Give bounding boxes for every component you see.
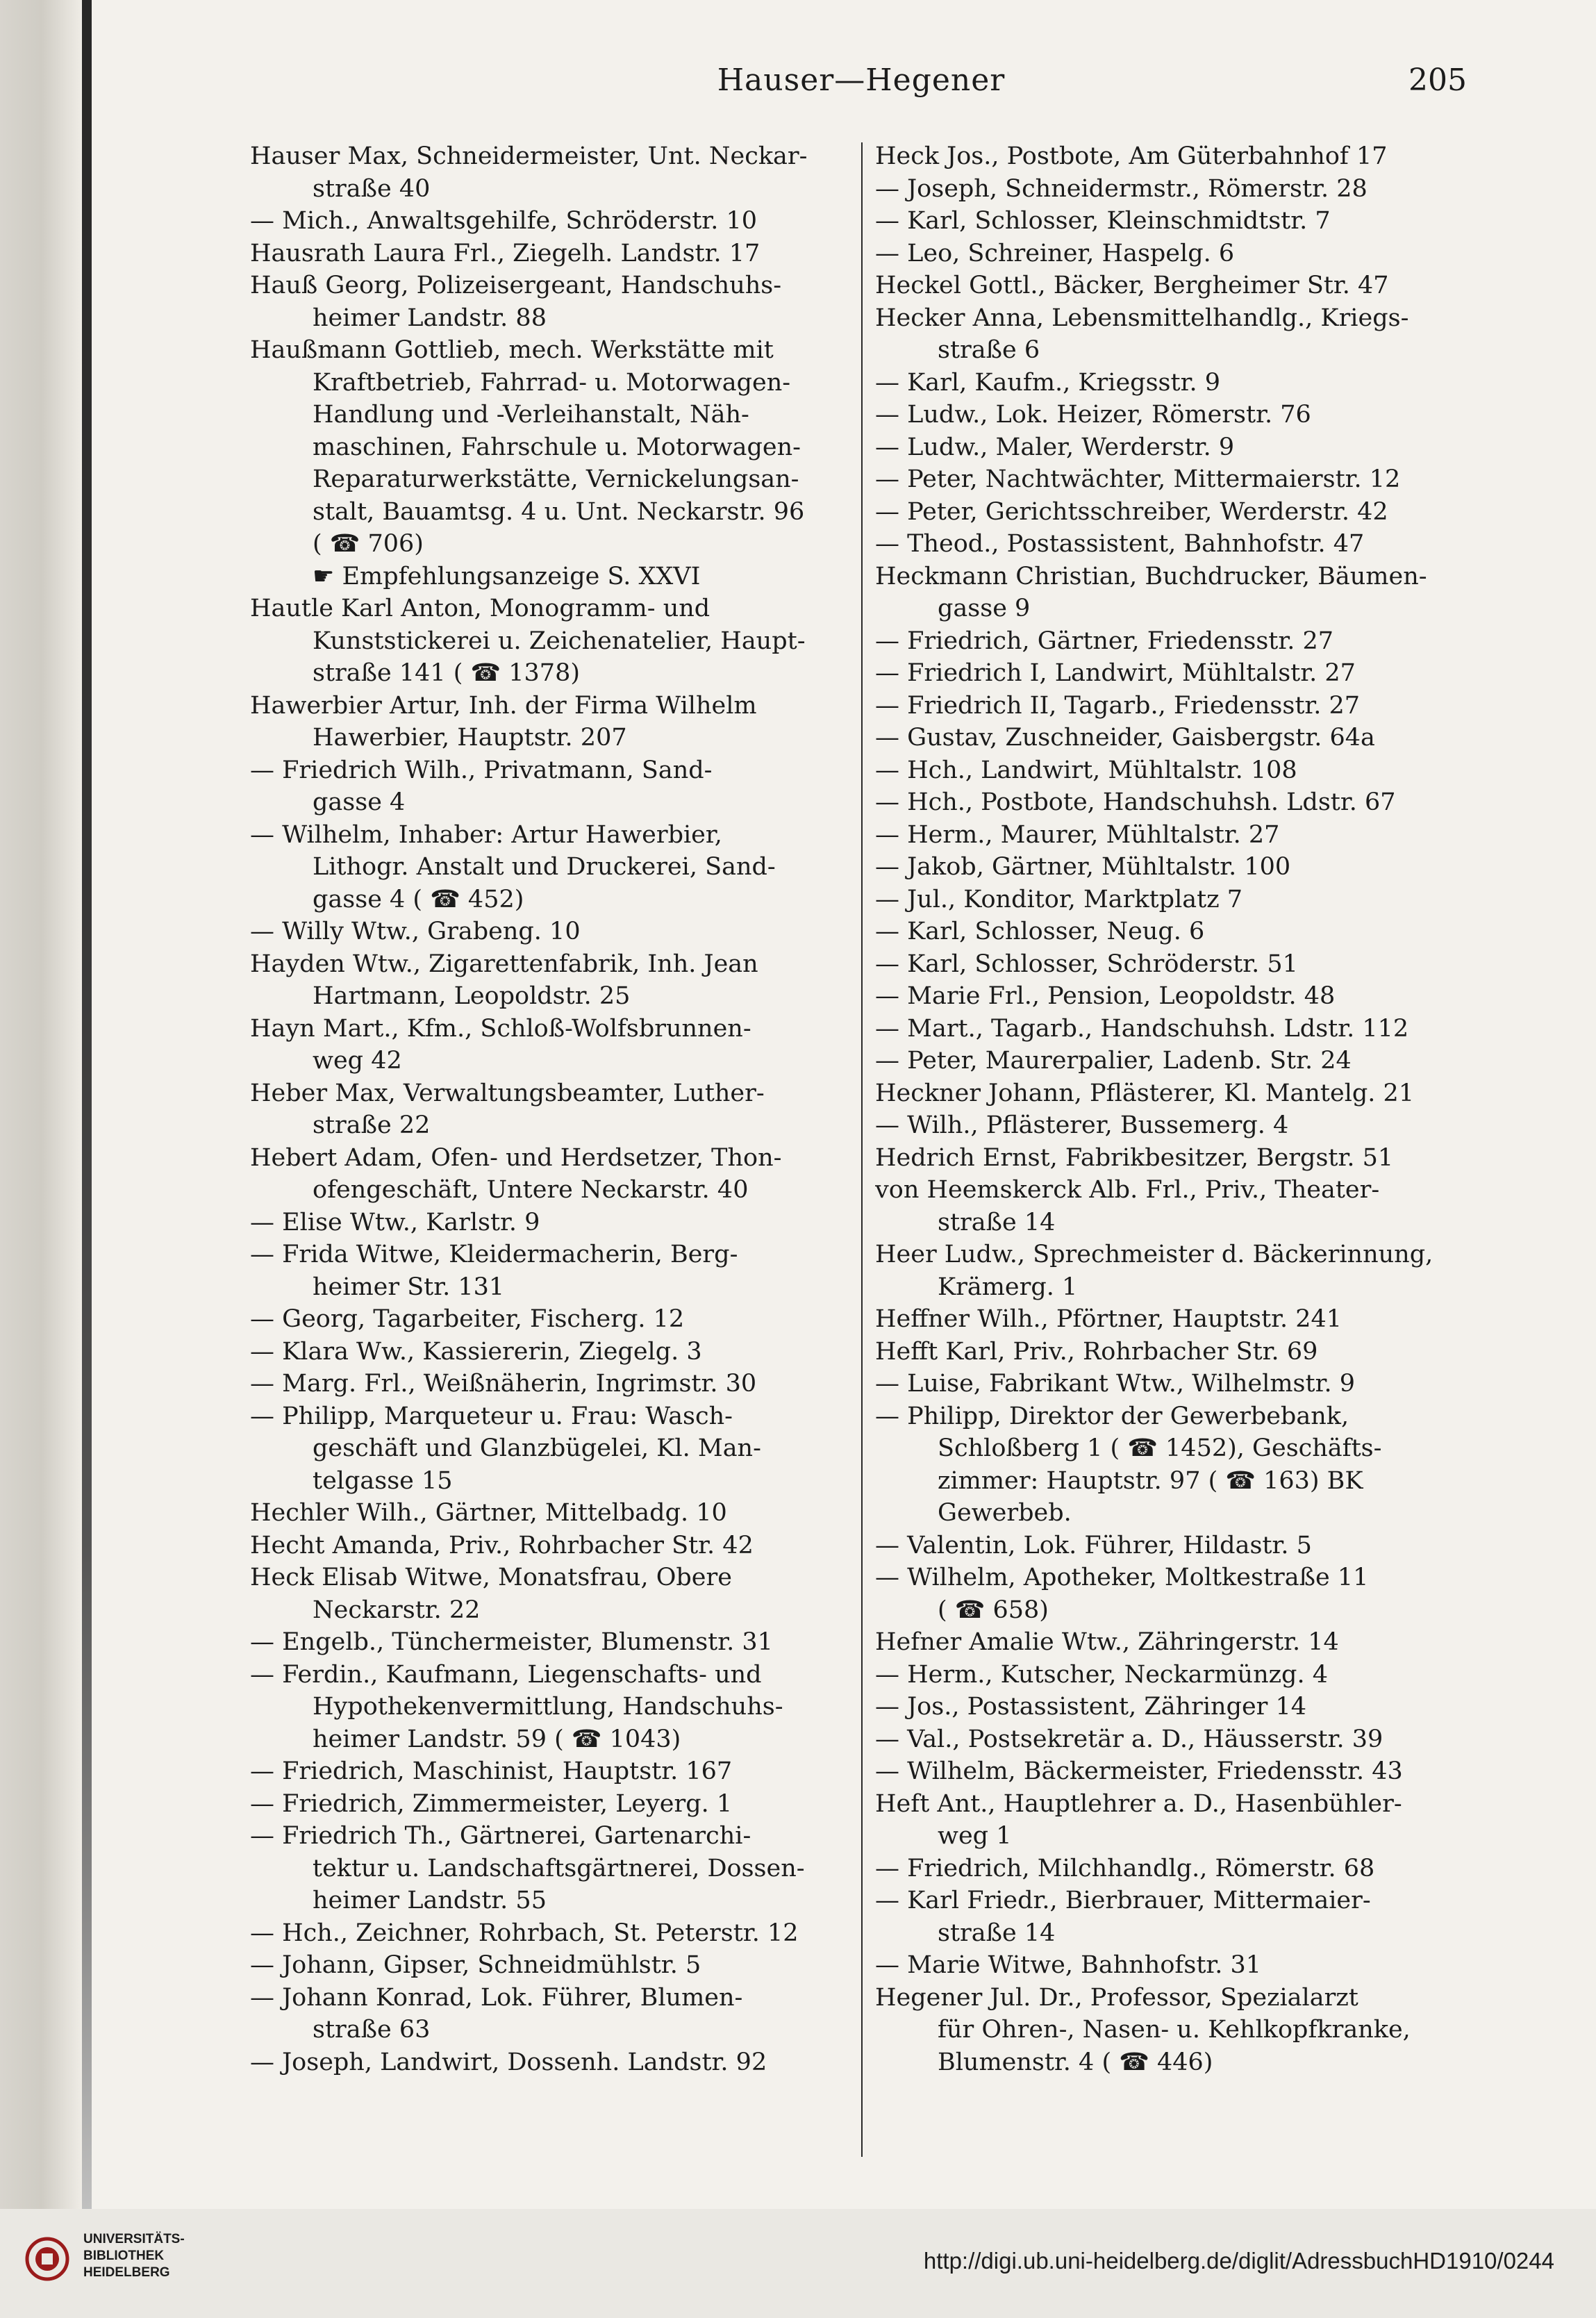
directory-entry bbox=[250, 1659, 847, 1756]
directory-entry bbox=[875, 884, 1472, 916]
directory-entry bbox=[875, 1626, 1472, 1659]
entry-first-line: Hausrath Laura Frl., Ziegelh. Landstr. 17 bbox=[250, 239, 760, 267]
entry-first-line: — Marie Frl., Pension, Leopoldstr. 48 bbox=[875, 982, 1336, 1010]
page-number: 205 bbox=[1408, 63, 1467, 98]
directory-entry bbox=[875, 302, 1472, 367]
entry-first-line: Hecht Amanda, Priv., Rohrbacher Str. 42 bbox=[250, 1531, 754, 1559]
entry-first-line: — Ferdin., Kaufmann, Liegenschafts- und bbox=[250, 1660, 762, 1689]
directory-entry bbox=[250, 1917, 847, 1950]
entry-first-line: Hayn Mart., Kfm., Schloß-Wolfsbrunnen- bbox=[250, 1014, 751, 1043]
entry-continuation-line: Kraftbetrieb, Fahrrad- u. Motorwagen- bbox=[313, 368, 791, 397]
entry-continuation-line: Hypothekenvermittlung, Handschuhs- bbox=[313, 1693, 783, 1721]
directory-entry bbox=[875, 1788, 1472, 1853]
entry-continuation-line: Hartmann, Leopoldstr. 25 bbox=[313, 982, 631, 1010]
entry-continuation-line: Kunststickerei u. Zeichenatelier, Haupt- bbox=[313, 627, 806, 655]
entry-first-line: Hautle Karl Anton, Monogramm- und bbox=[250, 595, 710, 622]
entry-first-line: — Peter, Nachtwächter, Mittermaierstr. 12 bbox=[875, 465, 1401, 493]
entry-continuation-line: straße 40 bbox=[313, 174, 431, 203]
entry-continuation-line: weg 1 bbox=[938, 1822, 1012, 1850]
entry-first-line: — Friedrich Wilh., Privatmann, Sand- bbox=[250, 756, 713, 784]
directory-entry bbox=[875, 238, 1472, 270]
directory-entry bbox=[250, 1755, 847, 1788]
entry-continuation-line: straße 141 ( ☎ 1378) bbox=[313, 659, 580, 687]
library-name-line: HEIDELBERG bbox=[83, 2265, 170, 2280]
entry-first-line: — Karl, Schlosser, Neug. 6 bbox=[875, 918, 1205, 945]
directory-entry bbox=[875, 367, 1472, 399]
entry-first-line: Hefner Amalie Wtw., Zähringerstr. 14 bbox=[875, 1628, 1339, 1656]
entry-continuation-line: Schloßberg 1 ( ☎ 1452), Geschäfts- bbox=[938, 1434, 1382, 1462]
directory-entry bbox=[875, 1303, 1472, 1336]
directory-entry bbox=[875, 1109, 1472, 1142]
directory-entry bbox=[250, 948, 847, 1013]
directory-entry bbox=[250, 1207, 847, 1239]
entry-continuation-line: maschinen, Fahrschule u. Motorwagen- bbox=[313, 433, 801, 461]
library-name bbox=[83, 2231, 185, 2281]
entry-continuation-line: ofengeschäft, Untere Neckarstr. 40 bbox=[313, 1176, 749, 1204]
entry-continuation-line: stalt, Bauamtsg. 4 u. Unt. Neckarstr. 96 bbox=[313, 497, 805, 526]
entry-first-line: — Ludw., Maler, Werderstr. 9 bbox=[875, 433, 1235, 461]
directory-entry bbox=[875, 205, 1472, 238]
entry-continuation-line: Handlung und -Verleihanstalt, Näh- bbox=[313, 401, 749, 429]
directory-entry bbox=[250, 1336, 847, 1368]
library-seal-icon bbox=[25, 2237, 69, 2281]
directory-entry bbox=[250, 916, 847, 948]
entry-first-line: — Friedrich Th., Gärtnerei, Gartenarchi- bbox=[250, 1822, 751, 1850]
directory-entry bbox=[875, 1368, 1472, 1400]
directory-entry bbox=[250, 1400, 847, 1498]
directory-entry bbox=[875, 173, 1472, 206]
directory-entry bbox=[875, 948, 1472, 981]
entry-continuation-line: telgasse 15 bbox=[313, 1466, 453, 1495]
directory-entry bbox=[875, 270, 1472, 302]
entry-first-line: Heer Ludw., Sprechmeister d. Bäckerinnung, bbox=[875, 1241, 1433, 1268]
entry-first-line: — Wilhelm, Apotheker, Moltkestraße 11 bbox=[875, 1564, 1369, 1591]
entry-first-line: — Willy Wtw., Grabeng. 10 bbox=[250, 918, 581, 945]
entry-first-line: Hauser Max, Schneidermeister, Unt. Neckar- bbox=[250, 142, 808, 170]
entry-first-line: — Friedrich, Maschinist, Hauptstr. 167 bbox=[250, 1757, 733, 1785]
entry-first-line: — Leo, Schreiner, Haspelg. 6 bbox=[875, 239, 1235, 267]
entry-continuation-line: Neckarstr. 22 bbox=[313, 1596, 481, 1624]
directory-entry bbox=[875, 1982, 1472, 2079]
directory-entry bbox=[250, 2046, 847, 2079]
entry-first-line: — Georg, Tagarbeiter, Fischerg. 12 bbox=[250, 1305, 685, 1333]
directory-entry bbox=[250, 1949, 847, 1982]
entry-continuation-line: straße 6 bbox=[938, 336, 1040, 364]
entry-first-line: — Herm., Maurer, Mühltalstr. 27 bbox=[875, 820, 1280, 849]
entry-first-line: Heber Max, Verwaltungsbeamter, Luther- bbox=[250, 1079, 765, 1107]
entry-first-line: Heck Elisab Witwe, Monatsfrau, Obere bbox=[250, 1564, 732, 1591]
entry-continuation-line: zimmer: Hauptstr. 97 ( ☎ 163) BK bbox=[938, 1466, 1363, 1495]
entry-first-line: — Ludw., Lok. Heizer, Römerstr. 76 bbox=[875, 401, 1311, 429]
entry-continuation-line: straße 14 bbox=[938, 1208, 1056, 1236]
directory-entry bbox=[875, 1755, 1472, 1788]
entry-first-line: — Karl Friedr., Bierbrauer, Mittermaier- bbox=[875, 1887, 1371, 1914]
entry-first-line: — Engelb., Tünchermeister, Blumenstr. 31 bbox=[250, 1628, 773, 1656]
directory-entry bbox=[875, 625, 1472, 658]
directory-page bbox=[250, 49, 1472, 2133]
entry-continuation-line: geschäft und Glanzbügelei, Kl. Man- bbox=[313, 1434, 761, 1462]
directory-entry bbox=[250, 1820, 847, 1917]
entry-first-line: — Elise Wtw., Karlstr. 9 bbox=[250, 1208, 540, 1236]
entry-continuation-line: ( ☎ 658) bbox=[938, 1596, 1049, 1624]
entry-continuation-line: Reparaturwerkstätte, Vernickelungsan- bbox=[313, 465, 799, 493]
directory-entry bbox=[875, 561, 1472, 625]
directory-entry bbox=[875, 1562, 1472, 1626]
entry-first-line: Heck Jos., Postbote, Am Güterbahnhof 17 bbox=[875, 142, 1388, 170]
directory-entry bbox=[250, 205, 847, 238]
column-divider bbox=[861, 142, 863, 2157]
entry-first-line: — Marg. Frl., Weißnäherin, Ingrimstr. 30 bbox=[250, 1370, 757, 1398]
entry-continuation-line: gasse 4 ( ☎ 452) bbox=[313, 885, 524, 913]
entry-first-line: — Peter, Maurerpalier, Ladenb. Str. 24 bbox=[875, 1047, 1352, 1075]
entry-first-line: — Friedrich I, Landwirt, Mühltalstr. 27 bbox=[875, 659, 1356, 687]
entry-first-line: — Frida Witwe, Kleidermacherin, Berg- bbox=[250, 1241, 738, 1268]
entry-first-line: Hauß Georg, Polizeisergeant, Handschuhs- bbox=[250, 272, 782, 299]
entry-first-line: Hegener Jul. Dr., Professor, Spezialarzt bbox=[875, 1983, 1358, 2012]
entry-first-line: — Val., Postsekretär a. D., Häusserstr. 39 bbox=[875, 1725, 1383, 1753]
entry-first-line: — Valentin, Lok. Führer, Hildastr. 5 bbox=[875, 1531, 1312, 1559]
directory-entry bbox=[250, 754, 847, 819]
directory-entry bbox=[875, 1142, 1472, 1175]
entry-first-line: — Joseph, Landwirt, Dossenh. Landstr. 92 bbox=[250, 2048, 767, 2076]
entry-first-line: — Karl, Kaufm., Kriegsstr. 9 bbox=[875, 368, 1220, 397]
directory-entry bbox=[250, 1239, 847, 1303]
binding-shadow bbox=[82, 0, 92, 2209]
entry-first-line: — Friedrich, Milchhandlg., Römerstr. 68 bbox=[875, 1854, 1375, 1882]
entry-first-line: Hechler Wilh., Gärtner, Mittelbadg. 10 bbox=[250, 1499, 727, 1527]
directory-entry bbox=[875, 1077, 1472, 1110]
running-title: Hauser—Hegener bbox=[717, 63, 1006, 98]
directory-entry bbox=[250, 1562, 847, 1626]
entry-continuation-line: straße 63 bbox=[313, 2016, 431, 2044]
entry-first-line: Hecker Anna, Lebensmittelhandlg., Kriegs- bbox=[875, 304, 1409, 332]
directory-entry bbox=[875, 851, 1472, 884]
directory-entry bbox=[250, 1368, 847, 1400]
directory-entry bbox=[875, 431, 1472, 464]
footer-band bbox=[0, 2209, 1596, 2318]
entry-first-line: — Hch., Zeichner, Rohrbach, St. Peterstr. 12 bbox=[250, 1919, 799, 1947]
directory-entry bbox=[250, 270, 847, 334]
entry-continuation-line: Lithogr. Anstalt und Druckerei, Sand- bbox=[313, 853, 776, 881]
directory-entry bbox=[875, 1723, 1472, 1756]
directory-entry bbox=[875, 1530, 1472, 1562]
entry-first-line: — Theod., Postassistent, Bahnhofstr. 47 bbox=[875, 530, 1365, 558]
entry-first-line: Heckmann Christian, Buchdrucker, Bäumen- bbox=[875, 562, 1427, 590]
directory-entry bbox=[250, 1530, 847, 1562]
entry-continuation-line: heimer Str. 131 bbox=[313, 1273, 505, 1301]
entry-first-line: — Herm., Kutscher, Neckarmünzg. 4 bbox=[875, 1660, 1328, 1689]
library-name-line: BIBLIOTHEK bbox=[83, 2249, 165, 2263]
directory-entry bbox=[250, 1497, 847, 1530]
directory-entry bbox=[875, 916, 1472, 948]
directory-entry bbox=[250, 819, 847, 916]
entry-first-line: Hayden Wtw., Zigarettenfabrik, Inh. Jean bbox=[250, 950, 758, 978]
entry-first-line: — Wilh., Pflästerer, Bussemerg. 4 bbox=[875, 1111, 1289, 1139]
entry-first-line: — Friedrich, Gärtner, Friedensstr. 27 bbox=[875, 627, 1334, 655]
running-head bbox=[250, 49, 1472, 118]
entry-continuation-line: ☛ Empfehlungsanzeige S. XXVI bbox=[313, 562, 701, 590]
entry-first-line: — Luise, Fabrikant Wtw., Wilhelmstr. 9 bbox=[875, 1370, 1355, 1398]
directory-entry bbox=[875, 1239, 1472, 1303]
entry-first-line: — Klara Ww., Kassiererin, Ziegelg. 3 bbox=[250, 1337, 702, 1366]
entry-continuation-line: Blumenstr. 4 ( ☎ 446) bbox=[938, 2048, 1213, 2076]
entry-first-line: von Heemskerck Alb. Frl., Priv., Theater- bbox=[875, 1176, 1380, 1204]
entry-first-line: — Friedrich, Zimmermeister, Leyerg. 1 bbox=[250, 1789, 733, 1818]
directory-entry bbox=[250, 1013, 847, 1077]
entry-continuation-line: gasse 9 bbox=[938, 595, 1031, 622]
entry-first-line: Haußmann Gottlieb, mech. Werkstätte mit bbox=[250, 336, 774, 364]
directory-entry bbox=[875, 690, 1472, 722]
directory-entry bbox=[250, 593, 847, 690]
entry-first-line: Heft Ant., Hauptlehrer a. D., Hasenbühler- bbox=[875, 1789, 1402, 1818]
library-name-line: UNIVERSITÄTS- bbox=[83, 2232, 185, 2246]
entry-continuation-line: ( ☎ 706) bbox=[313, 530, 424, 558]
entry-first-line: — Joseph, Schneidermstr., Römerstr. 28 bbox=[875, 174, 1368, 203]
entry-continuation-line: Gewerbeb. bbox=[938, 1499, 1072, 1527]
entry-first-line: — Philipp, Marqueteur u. Frau: Wasch- bbox=[250, 1402, 733, 1430]
entry-first-line: — Mart., Tagarb., Handschuhsh. Ldstr. 112 bbox=[875, 1014, 1409, 1043]
directory-entry bbox=[875, 722, 1472, 754]
right-column bbox=[875, 140, 1472, 2078]
entry-continuation-line: heimer Landstr. 55 bbox=[313, 1887, 547, 1914]
entry-first-line: Heckner Johann, Pflästerer, Kl. Mantelg. 21 bbox=[875, 1079, 1415, 1107]
entry-first-line: — Johann Konrad, Lok. Führer, Blumen- bbox=[250, 1983, 743, 2012]
directory-entry bbox=[875, 980, 1472, 1013]
entry-first-line: — Jakob, Gärtner, Mühltalstr. 100 bbox=[875, 853, 1291, 881]
entry-first-line: Hebert Adam, Ofen- und Herdsetzer, Thon- bbox=[250, 1143, 782, 1172]
entry-continuation-line: straße 14 bbox=[938, 1919, 1056, 1947]
source-url-link[interactable]: http://digi.ub.uni-heidelberg.de/diglit/AdressbuchHD1910/0244 bbox=[923, 2248, 1554, 2274]
entry-first-line: Hawerbier Artur, Inh. der Firma Wilhelm bbox=[250, 691, 757, 720]
entry-continuation-line: für Ohren-, Nasen- u. Kehlkopfkranke, bbox=[938, 2016, 1411, 2044]
directory-entry bbox=[250, 1788, 847, 1821]
binding-edge bbox=[0, 0, 92, 2209]
entry-first-line: — Peter, Gerichtsschreiber, Werderstr. 42 bbox=[875, 497, 1388, 526]
directory-entry bbox=[875, 1013, 1472, 1045]
directory-entry bbox=[875, 496, 1472, 529]
directory-entry bbox=[875, 657, 1472, 690]
entry-first-line: — Jul., Konditor, Marktplatz 7 bbox=[875, 885, 1243, 913]
directory-entry bbox=[250, 1142, 847, 1207]
entry-first-line: — Hch., Landwirt, Mühltalstr. 108 bbox=[875, 756, 1297, 784]
entry-continuation-line: heimer Landstr. 59 ( ☎ 1043) bbox=[313, 1725, 681, 1753]
entry-continuation-line: weg 42 bbox=[313, 1047, 402, 1075]
entry-first-line: Heckel Gottl., Bäcker, Bergheimer Str. 47 bbox=[875, 272, 1389, 299]
entry-first-line: — Friedrich II, Tagarb., Friedensstr. 27 bbox=[875, 691, 1361, 720]
entry-first-line: — Philipp, Direktor der Gewerbebank, bbox=[875, 1402, 1349, 1430]
entry-first-line: — Marie Witwe, Bahnhofstr. 31 bbox=[875, 1951, 1262, 1979]
entry-continuation-line: tektur u. Landschaftsgärtnerei, Dossen- bbox=[313, 1854, 805, 1882]
directory-entry bbox=[875, 1853, 1472, 1885]
directory-entry bbox=[875, 1174, 1472, 1239]
directory-entry bbox=[875, 1885, 1472, 1949]
directory-entry bbox=[875, 1336, 1472, 1368]
directory-entry bbox=[250, 334, 847, 593]
entry-first-line: — Jos., Postassistent, Zähringer 14 bbox=[875, 1693, 1307, 1721]
directory-entry bbox=[875, 786, 1472, 819]
entry-first-line: — Wilhelm, Bäckermeister, Friedensstr. 43 bbox=[875, 1757, 1403, 1785]
directory-entry bbox=[250, 1982, 847, 2046]
entry-first-line: — Hch., Postbote, Handschuhsh. Ldstr. 67 bbox=[875, 788, 1396, 816]
entry-continuation-line: Krämerg. 1 bbox=[938, 1273, 1078, 1301]
left-column bbox=[250, 140, 847, 2078]
directory-entry bbox=[875, 819, 1472, 852]
directory-entry bbox=[875, 399, 1472, 431]
entry-first-line: — Wilhelm, Inhaber: Artur Hawerbier, bbox=[250, 820, 722, 849]
directory-entry bbox=[875, 1045, 1472, 1077]
directory-entry bbox=[875, 1691, 1472, 1723]
directory-entry bbox=[250, 140, 847, 205]
directory-entry bbox=[875, 463, 1472, 496]
entry-first-line: — Johann, Gipser, Schneidmühlstr. 5 bbox=[250, 1951, 701, 1979]
entry-first-line: Hefft Karl, Priv., Rohrbacher Str. 69 bbox=[875, 1337, 1318, 1366]
entry-first-line: Hedrich Ernst, Fabrikbesitzer, Bergstr. 51 bbox=[875, 1143, 1394, 1172]
entry-continuation-line: Hawerbier, Hauptstr. 207 bbox=[313, 724, 627, 752]
entry-first-line: — Karl, Schlosser, Kleinschmidtstr. 7 bbox=[875, 207, 1331, 235]
directory-entry bbox=[250, 238, 847, 270]
directory-entry bbox=[875, 140, 1472, 173]
entry-continuation-line: straße 22 bbox=[313, 1111, 431, 1139]
directory-entry bbox=[875, 1659, 1472, 1691]
directory-entry bbox=[875, 1400, 1472, 1530]
entry-first-line: — Karl, Schlosser, Schröderstr. 51 bbox=[875, 950, 1298, 978]
directory-entry bbox=[875, 1949, 1472, 1982]
directory-entry bbox=[250, 1077, 847, 1142]
directory-entry bbox=[250, 1626, 847, 1659]
directory-entry bbox=[250, 690, 847, 754]
directory-entry bbox=[250, 1303, 847, 1336]
directory-entry bbox=[875, 528, 1472, 561]
entry-first-line: Heffner Wilh., Pförtner, Hauptstr. 241 bbox=[875, 1305, 1343, 1333]
entry-continuation-line: gasse 4 bbox=[313, 788, 406, 816]
directory-entry bbox=[875, 754, 1472, 787]
entry-first-line: — Mich., Anwaltsgehilfe, Schröderstr. 10 bbox=[250, 207, 757, 235]
entry-first-line: — Gustav, Zuschneider, Gaisbergstr. 64a bbox=[875, 724, 1375, 752]
entry-continuation-line: heimer Landstr. 88 bbox=[313, 304, 547, 332]
